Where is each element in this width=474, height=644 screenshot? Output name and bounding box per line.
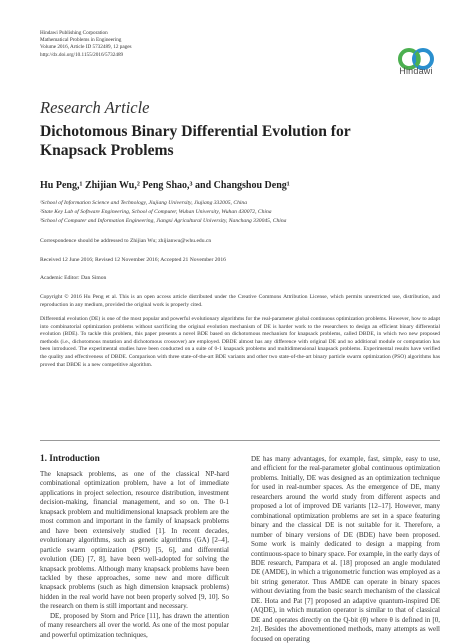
section-heading: 1. Introduction bbox=[40, 454, 100, 464]
journal-header bbox=[40, 30, 132, 59]
hindawi-logo-text: Hindawi bbox=[399, 66, 433, 76]
paper-title: Dichotomous Binary Differential Evolution for Knapsack Problems bbox=[40, 123, 351, 159]
publisher-name: Hindawi Publishing Corporation bbox=[40, 30, 108, 36]
affiliation-1: ¹School of Information Science and Technology, Jiujiang University, Jiujiang 332005, China bbox=[40, 200, 248, 206]
abstract: Differential evolution (DE) is one of the most popular and powerful evolutionary algorithms for the real-parameter global continuous optimization problems. However, how to adapt into combinatorial optimization problems without sacrificing the original evolution mechanism of DE is harder work to the researchers to design an efficient binary differential evolution (BDE). To tackle this problem, this paper presents a novel BDE based on dichotomous mechanism for knapsack problems, called DBDE, in which two new proposed methods (i.e., dichotomous mutation and dichotomous crossover) are employed. DBDE almost has any difference with original DE and no additional module or computation has been introduced. The experimental studies have been conducted on a suite of 0-1 knapsack problems and multidimensional knapsack problems. Experimental results have verified the quality and effectiveness of DBDE. Comparison with three state-of-the-art BDE variants and other two state-of-the-art binary particle swarm optimization (PSO) algorithms has proved that DBDE is a new competitive algorithm. bbox=[40, 316, 440, 368]
article-type: Research Article bbox=[40, 98, 150, 117]
affiliation-3: ³School of Computer and Information Engineering, Jiangxi Agricultural University, Nanchang 330045, China bbox=[40, 218, 287, 225]
paragraph: The knapsack problems, as one of the classical NP-hard combinational optimization problem, have a lot of immediate applications in project selection, resource distribution, investment decision-making, financial management, and so on. The 0-1 knapsack problem and multidimensional knapsack problem are the most common and important in the family of knapsack problems and have been extensively studied [1]. In recent decades, evolutionary algorithms, such as genetic algorithms (GA) [2–4], particle swarm optimization (PSO) [5, 6], and differential evolution (DE) [7, 8], have been well-adopted for solving the knapsack problems. Although many knapsack problems have been tackled by these approaches, some new and more difficult knapsack problems (such as high dimension knapsack problems) hidden in the real world have not been properly solved [9, 10]. So the research on them is still important and necessary. bbox=[40, 470, 229, 611]
hindawi-logo-icon bbox=[394, 38, 438, 84]
journal-name: Mathematical Problems in Engineering bbox=[40, 37, 122, 44]
copyright-notice: Copyright © 2016 Hu Peng et al. This is an open access article distributed under the Creative Commons Attribution License, which permits unrestricted use, distribution, and reproduction in any medium, provided the original work is properly cited. bbox=[40, 294, 440, 308]
paragraph: DE, proposed by Storn and Price [11], has drawn the attention of many researchers all over the world. As one of the most popular and powerful optimization techniques, bbox=[40, 611, 229, 639]
section-divider bbox=[40, 440, 440, 441]
doi-link[interactable]: http://dx.doi.org/10.1155/2016/5732489 bbox=[40, 51, 124, 58]
affiliation-2: ²State Key Lab of Software Engineering, School of Computer, Wuhan University, Wuhan 430072, China bbox=[40, 209, 272, 216]
paragraph: DE has many advantages, for example, fast, simple, easy to use, and efficient for the real-parameter global continuous optimization problems. Initially, DE was designed as an optimization technique for used in real-number spaces. As the emergence of DE, many researchers around the world study from different aspects and proposed a lot of improved DE variants [12–17]. However, many combinational optimization problems are set in a space featuring binary and the classical DE is not suitable for it. Therefore, a number of binary versions of DE (BDE) have been proposed. Some work is mainly dedicated to design a mapping from continuous-space to binary space. For example, in the early days of BDE research, Pampara et al. [18] proposed an angle modulated DE (AMDE), in which a trigonometric function was employed as a bit string generator. Thus AMDE can operate in binary spaces without deviating from the basic search mechanism of the classical DE. Hota and Pat [7] proposed an adaptive quantum-inspired DE (AQDE), in which mutation operator is similar to that of classical DE and operates directly on the Q-bit (θ) where θ is defined in [0, 2π]. Besides the abovementioned methods, many attempts as well focused on operating bbox=[251, 455, 440, 643]
body-column-right bbox=[251, 455, 440, 644]
affiliations bbox=[40, 199, 286, 227]
academic-editor: Academic Editor: Dan Simon bbox=[40, 275, 107, 281]
body-column-left bbox=[40, 470, 229, 640]
author-list: Hu Peng,¹ Zhijian Wu,² Peng Shao,³ and Changshou Deng¹ bbox=[40, 180, 290, 191]
correspondence: Correspondence should be addressed to Zhijian Wu; zhijianwu@whu.edu.cn bbox=[40, 238, 212, 244]
volume-info: Volume 2016, Article ID 5732489, 12 pages bbox=[40, 44, 132, 51]
publication-dates: Received 12 June 2016; Revised 12 November 2016; Accepted 21 November 2016 bbox=[40, 257, 226, 263]
